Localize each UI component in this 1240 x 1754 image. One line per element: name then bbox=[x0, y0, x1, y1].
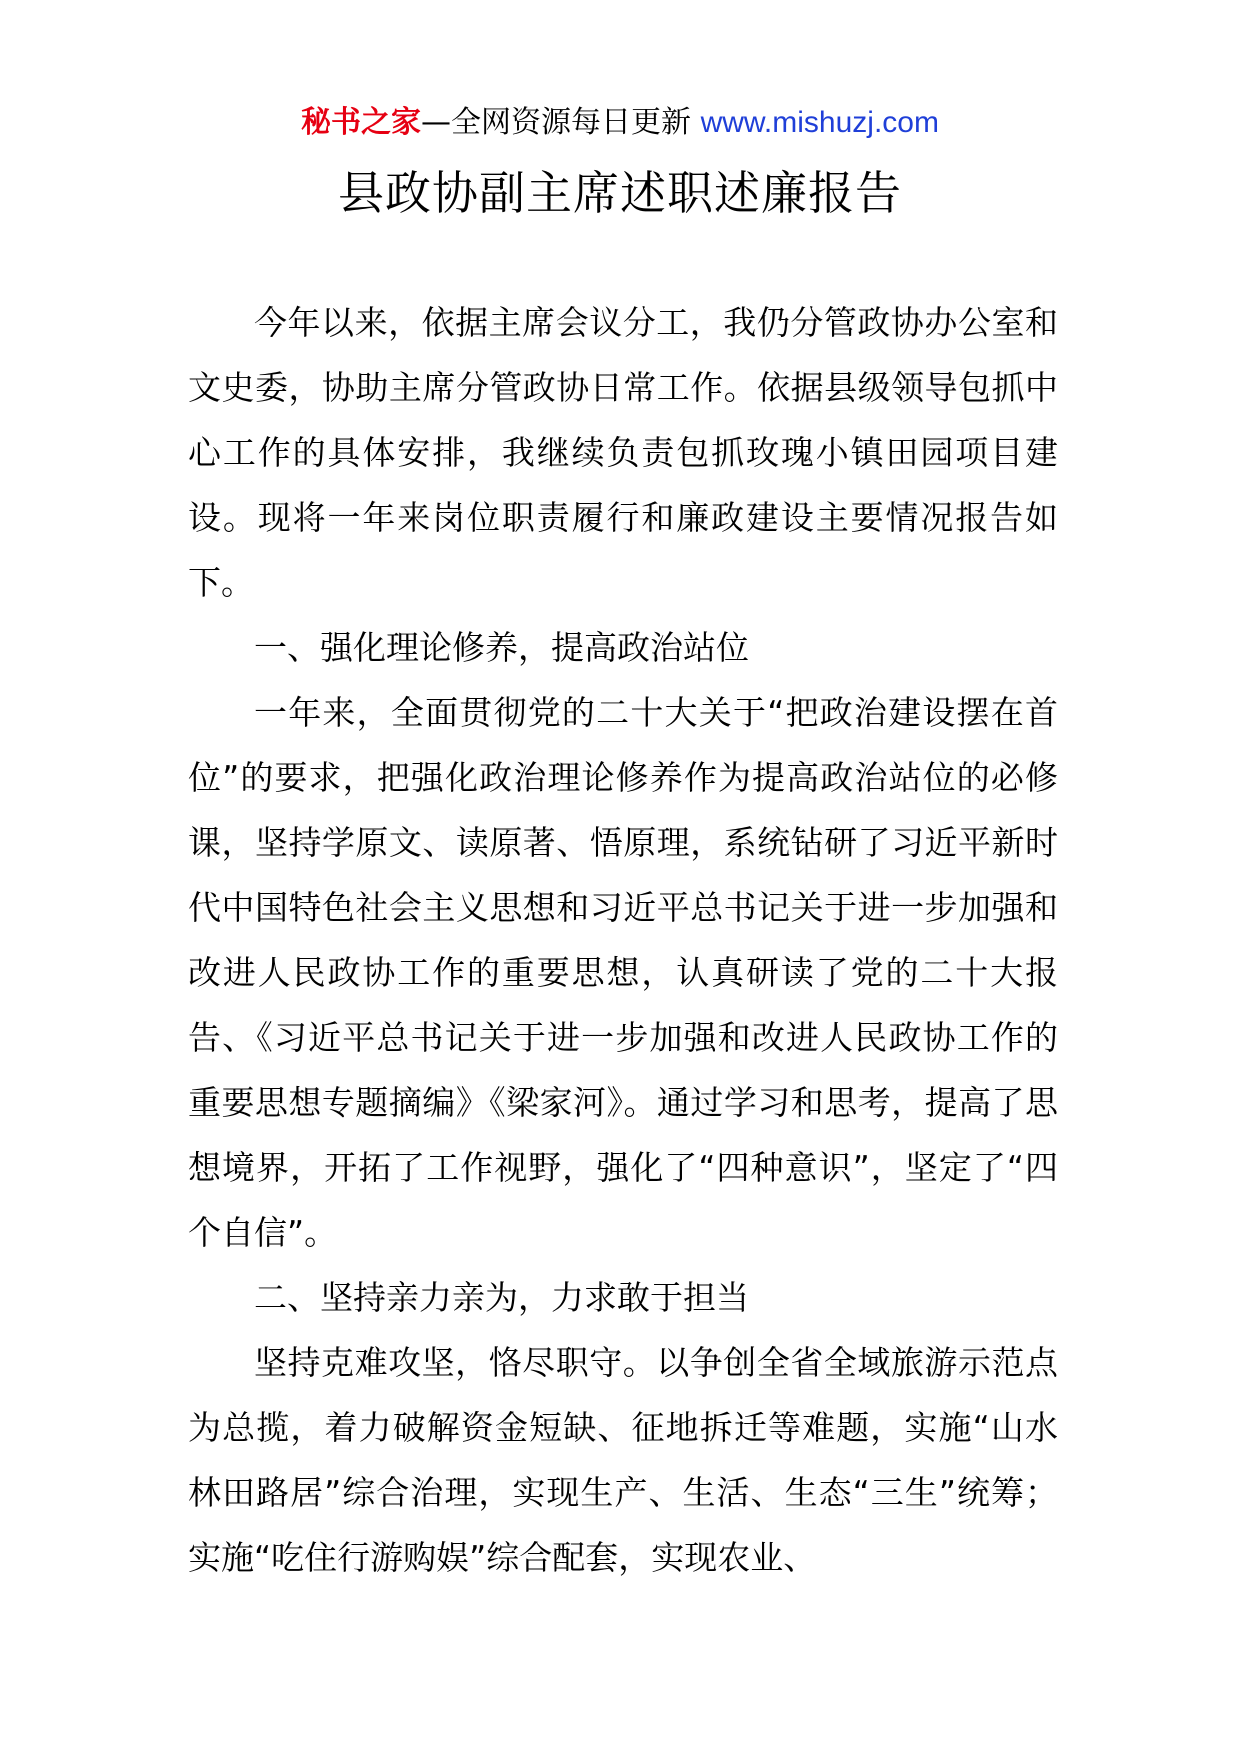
document-body bbox=[188, 290, 1058, 1590]
section-heading-2: 二、坚持亲力亲为，力求敢于担当 bbox=[254, 1278, 749, 1317]
website-link[interactable]: www.mishuzj.com bbox=[700, 106, 939, 139]
section-1-paragraph: 一年来，全面贯彻党的二十大关于“把政治建设摆在首位”的要求，把强化政治理论修养作为提高政治站位的必修课，坚持学原文、读原著、悟原理，系统钻研了习近平新时代中国特色社会主义思想和习近平总书记关于进一步加强和改进人民政协工作的重要思想，认真研读了党的二十大报告、《习近平总书记关于进一步加强和改进人民政协工作的重要思想专题摘编》《梁家河》。通过学习和思考，提高了思想境界，开拓了工作视野，强化了“四种意识”，坚定了“四个自信”。 bbox=[188, 693, 1058, 1252]
header-slogan: —全网资源每日更新 bbox=[421, 105, 692, 140]
brand-name: 秘书之家 bbox=[301, 105, 422, 140]
site-header bbox=[0, 100, 1240, 146]
section-2-paragraph: 坚持克难攻坚，恪尽职守。以争创全省全域旅游示范点为总揽，着力破解资金短缺、征地拆迁等难题，实施“山水林田路居”综合治理，实现生产、生活、生态“三生”统筹；实施“吃住行游购娱”综合配套，实现农业、 bbox=[188, 1343, 1058, 1577]
document-title: 县政协副主席述职述廉报告 bbox=[338, 166, 902, 220]
section-heading-1: 一、强化理论修养，提高政治站位 bbox=[254, 628, 749, 667]
intro-paragraph: 今年以来，依据主席会议分工，我仍分管政协办公室和文史委，协助主席分管政协日常工作。依据县级领导包抓中心工作的具体安排，我继续负责包抓玫瑰小镇田园项目建设。现将一年来岗位职责履行和廉政建设主要情况报告如下。 bbox=[188, 303, 1058, 602]
